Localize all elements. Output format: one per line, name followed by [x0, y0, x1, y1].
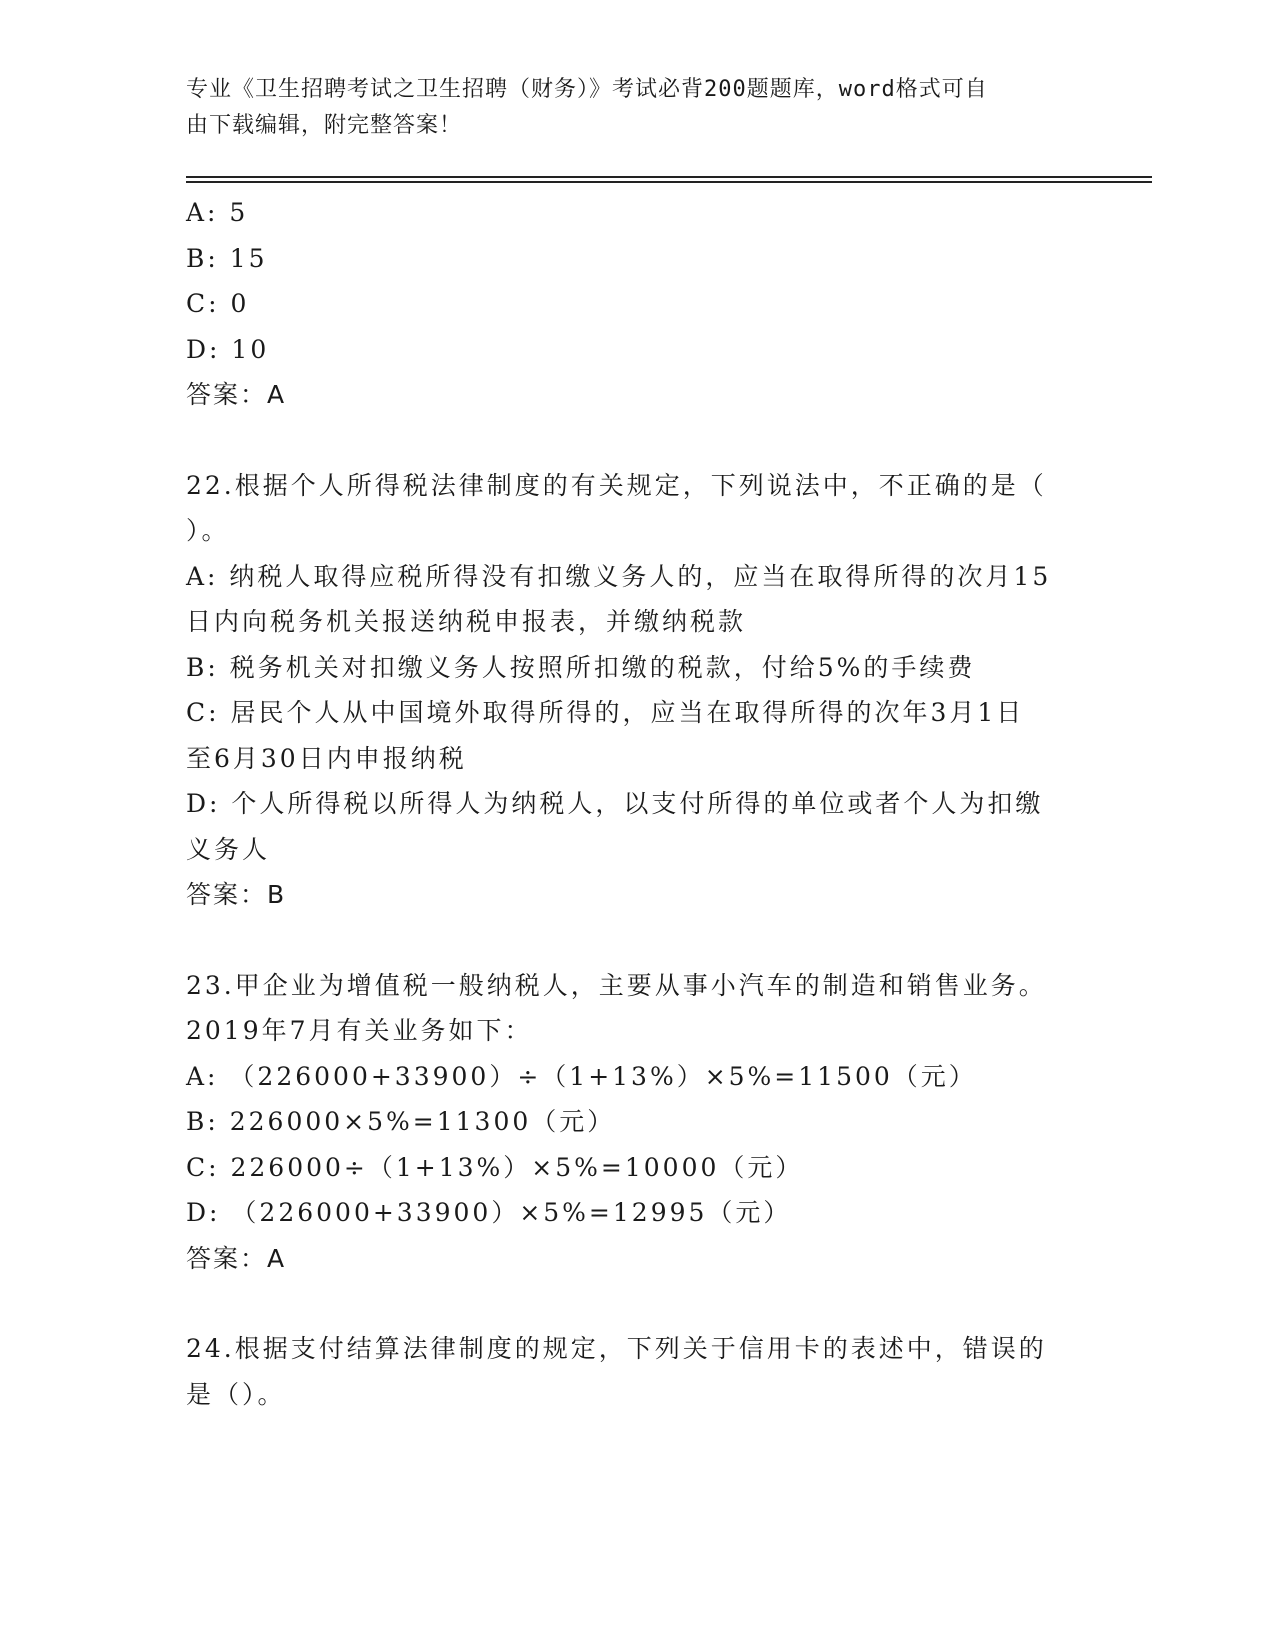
- option-d: D: （226000+33900）×5%=12995（元）: [186, 1198, 792, 1227]
- option-c-continued: 至6月30日内申报纳税: [186, 743, 467, 773]
- header-rule-bottom: [186, 181, 1152, 183]
- question-21: [186, 190, 1086, 418]
- option-b: B: 226000×5%=11300（元）: [186, 1107, 616, 1136]
- option-a: A: 纳税人取得应税所得没有扣缴义务人的，应当在取得所得的次月15: [186, 561, 1052, 591]
- option-b: B: 税务机关对扣缴义务人按照所扣缴的税款，付给5%的手续费: [186, 652, 976, 682]
- document-header: [186, 72, 1066, 144]
- question-stem-line: 22.根据个人所得税法律制度的有关规定，下列说法中，不正确的是（: [186, 470, 1047, 500]
- question-stem-line: 23.甲企业为增值税一般纳税人，主要从事小汽车的制造和销售业务。: [186, 970, 1047, 1000]
- option-c: C: 0: [186, 289, 250, 318]
- header-title-line-1: 专业《卫生招聘考试之卫生招聘（财务）》考试必背200题题库，word格式可自: [186, 77, 988, 102]
- question-stem-line: 是（）。: [186, 1379, 286, 1409]
- option-c: C: 226000÷（1+13%）×5%=10000（元）: [186, 1152, 804, 1182]
- option-b: B: 15: [186, 243, 268, 273]
- document-body: [186, 190, 1086, 1417]
- option-a: A: 5: [186, 198, 249, 227]
- answer-line: 答案：A: [186, 1243, 287, 1273]
- option-a-continued: 日内向税务机关报送纳税申报表，并缴纳税款: [186, 607, 747, 636]
- question-stem-line: 24.根据支付结算法律制度的规定，下列关于信用卡的表述中，错误的: [186, 1334, 1047, 1363]
- question-stem-line: ）。: [186, 516, 230, 545]
- header-rule-top: [186, 176, 1152, 178]
- option-a: A: （226000+33900）÷（1+13%）×5%=11500（元）: [186, 1061, 977, 1091]
- header-title-line-2: 由下载编辑，附完整答案！: [186, 113, 463, 138]
- question-24: [186, 1326, 1086, 1417]
- question-22: [186, 463, 1086, 918]
- option-d: D: 个人所得税以所得人为纳税人，以支付所得的单位或者个人为扣缴: [186, 789, 1044, 818]
- option-d: D: 10: [186, 334, 270, 364]
- question-stem-line: 2019年7月有关业务如下：: [186, 1016, 533, 1045]
- question-23: [186, 963, 1086, 1282]
- option-c: C: 居民个人从中国境外取得所得的，应当在取得所得的次年3月1日: [186, 698, 1025, 727]
- answer-line: 答案：B: [186, 880, 287, 909]
- answer-line: 答案：A: [186, 380, 287, 409]
- option-d-continued: 义务人: [186, 834, 271, 864]
